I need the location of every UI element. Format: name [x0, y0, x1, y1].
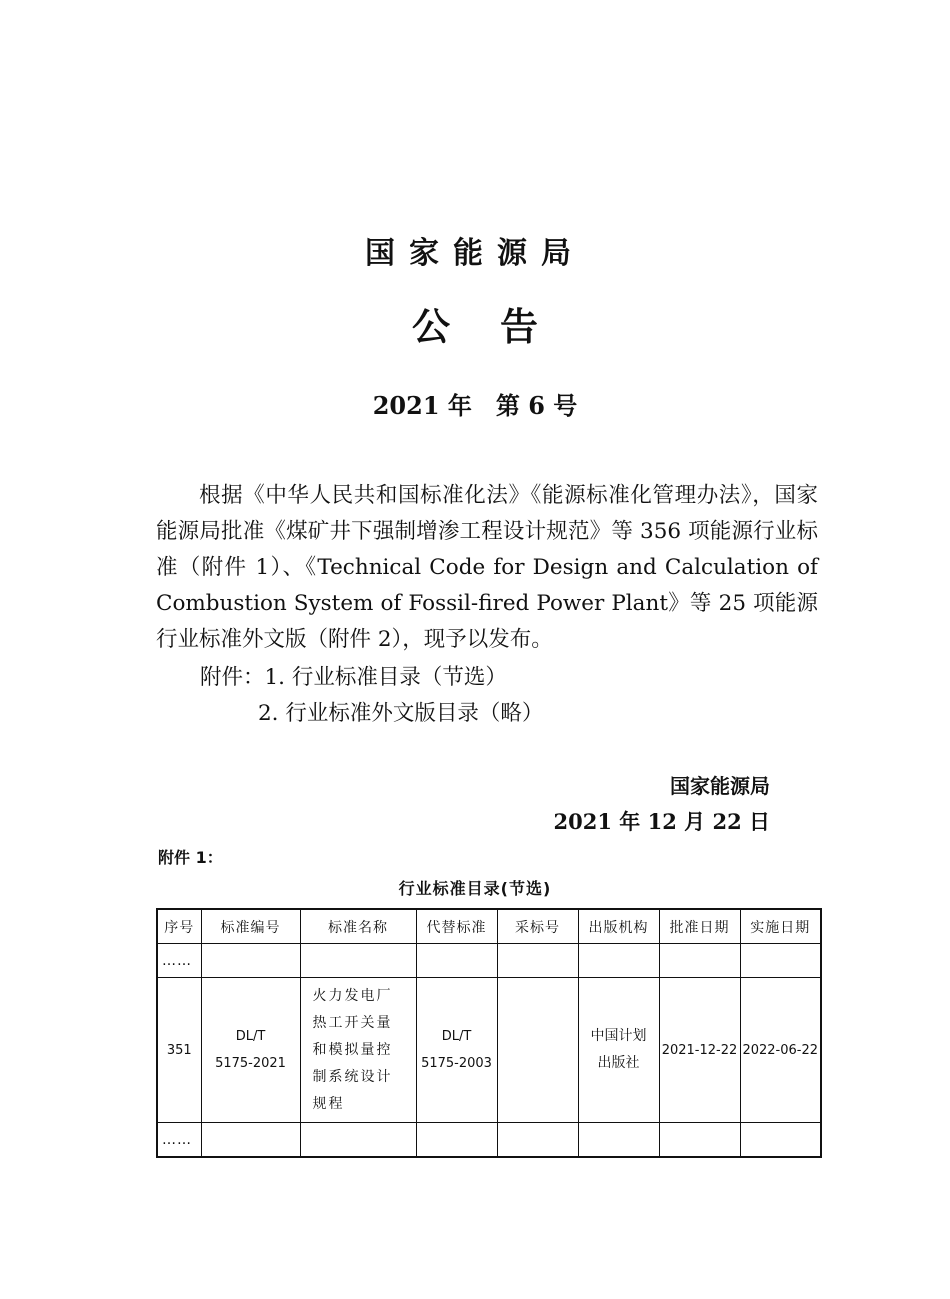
document-number: 2021 年 第 6 号 — [372, 391, 578, 420]
signature-date: 2021 年 12 月 22 日 — [553, 809, 770, 834]
name-line: 和模拟量控 — [312, 1041, 393, 1058]
seq-cell: 351 — [157, 978, 201, 1123]
name-line: 制系统设计 — [312, 1068, 393, 1085]
ellipsis-cell: …… — [157, 944, 201, 978]
standard-name-cell — [300, 978, 416, 1123]
standards-table — [156, 908, 822, 1158]
column-header: 代替标准 — [416, 909, 497, 944]
publisher-cell — [578, 978, 659, 1123]
name-line: 热工开关量 — [312, 1014, 393, 1031]
replaces-line: DL/T — [441, 1029, 472, 1044]
attachment-line-1: 附件：1. 行业标准目录（节选） — [200, 665, 507, 690]
code-line: 5175-2021 — [215, 1056, 286, 1071]
column-header: 批准日期 — [659, 909, 740, 944]
publisher-line: 中国计划 — [590, 1028, 647, 1044]
replaces-line: 5175-2003 — [421, 1056, 492, 1071]
column-header: 标准名称 — [300, 909, 416, 944]
attachment-line-2: 2. 行业标准外文版目录（略） — [258, 701, 544, 726]
table-row-ellipsis — [157, 944, 821, 978]
table-title: 行业标准目录(节选) — [398, 879, 552, 898]
announcement-paragraph: 根据《中华人民共和国标准化法》《能源标准化管理办法》，国家能源局批准《煤矿井下强制增渗工程设计规范》等 356 项能源行业标准（附件 1）、《Technical Code for Design and Calculation of Combustion System of Fossil-fired Power Plant》等 25 项能源行业标准外文版（附件 2），现予以发布。 — [156, 483, 818, 652]
table-row — [157, 978, 821, 1123]
column-header: 序号 — [157, 909, 201, 944]
name-line: 火力发电厂 — [312, 987, 393, 1004]
publisher-line: 出版社 — [597, 1055, 640, 1071]
column-header: 采标号 — [497, 909, 578, 944]
table-row-ellipsis — [157, 1123, 821, 1158]
document-type: 公告 — [411, 305, 588, 349]
column-header: 标准编号 — [201, 909, 300, 944]
announcement-body — [156, 478, 818, 658]
adopted-no-cell — [497, 978, 578, 1123]
column-header: 出版机构 — [578, 909, 659, 944]
column-header: 实施日期 — [740, 909, 821, 944]
issuer-title: 国家能源局 — [365, 236, 585, 271]
approval-date-cell: 2021-12-22 — [659, 978, 740, 1123]
signer: 国家能源局 — [670, 774, 770, 798]
annex-label: 附件 1： — [158, 848, 223, 867]
code-cell — [201, 978, 300, 1123]
table-header-row — [157, 909, 821, 944]
ellipsis-cell: …… — [157, 1123, 201, 1158]
effective-date-cell: 2022-06-22 — [740, 978, 821, 1123]
name-line: 规程 — [312, 1095, 345, 1112]
replaces-cell — [416, 978, 497, 1123]
code-line: DL/T — [235, 1029, 266, 1044]
